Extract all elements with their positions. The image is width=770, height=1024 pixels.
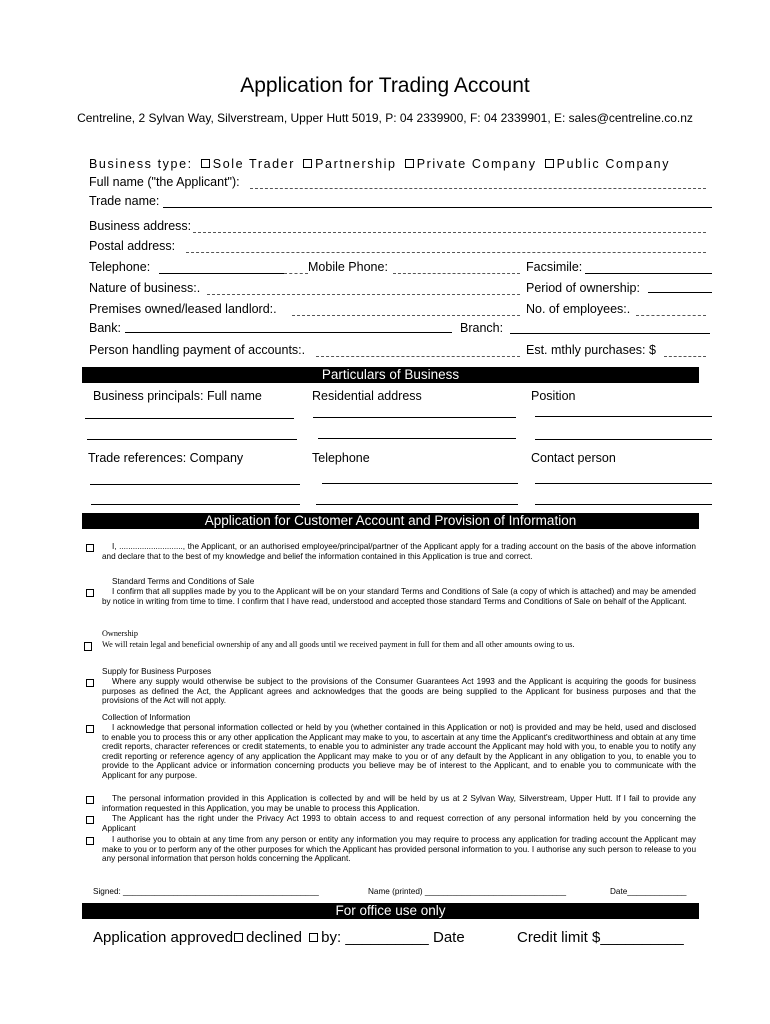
principal-position-line-1[interactable] — [535, 416, 712, 417]
checkbox-approved[interactable] — [234, 933, 243, 942]
office-approval-row — [93, 929, 429, 946]
business-address-field[interactable] — [193, 232, 706, 233]
checkbox-sole-trader[interactable] — [201, 159, 210, 168]
nature-of-business-label: Nature of business:. — [89, 281, 201, 295]
approved-by-field[interactable]: by: __________ — [321, 929, 429, 946]
period-of-ownership-field[interactable] — [648, 292, 712, 293]
no-of-employees-field[interactable] — [636, 315, 706, 316]
checkbox-clause-4[interactable] — [86, 679, 94, 687]
credit-limit-field[interactable]: Credit limit $__________ — [517, 929, 684, 946]
checkbox-clause-1[interactable] — [86, 544, 94, 552]
period-of-ownership-label: Period of ownership: — [526, 281, 640, 295]
reference-telephone-line-1[interactable] — [322, 483, 518, 484]
clause-authorisation: I authorise you to obtain at any time from any person or entity any information you may require to process any application for trading account the Applicant may make to you or to perform any of the other purposes for which the Applicant has provided personal information to you. I authorise any such person to release to you any personal information that person holds concerning the Applicant. — [102, 835, 696, 864]
clause-collection: I acknowledge that personal information collected or held by you (whether contained in this Application or not) is provided and may be held, used and disclosed to enable you to process this or any other application the Applicant may make to you, to ascertain at any time the Applicant's creditworthiness and obtain at any time credit reports, character references or credit statements, to enable you to administer any trade account the Applicant may hold with you, to enable you to notify any credit reporting or reference agency of any application the Applicant may make to you or of any default by the Applicant in any obligation to you, to enable you to provide to the Applicant advice or information concerning products you believe may be of interest to the Applicant, and to enable you to communicate with the Applicant for any purpose. — [102, 723, 696, 780]
full-name-field[interactable] — [250, 188, 706, 189]
postal-address-label: Postal address: — [89, 239, 176, 253]
premises-field[interactable] — [292, 315, 520, 316]
checkbox-clause-5[interactable] — [86, 725, 94, 733]
signed-field[interactable]: Signed: ___________________________________________ — [93, 887, 319, 896]
no-of-employees-label: No. of employees:. — [526, 302, 631, 316]
position-header: Position — [531, 389, 576, 403]
office-date-label[interactable]: Date — [433, 929, 465, 946]
name-printed-field[interactable]: Name (printed) _______________________________ — [368, 887, 567, 896]
branch-field[interactable] — [510, 333, 710, 334]
standard-terms-heading: Standard Terms and Conditions of Sale — [112, 577, 255, 586]
person-handling-label: Person handling payment of accounts:. — [89, 343, 306, 357]
option-sole-trader: Sole Trader — [212, 157, 295, 171]
section-header-office: For office use only — [82, 903, 699, 919]
declined-label: declined — [246, 929, 302, 946]
nature-of-business-field[interactable] — [207, 294, 520, 295]
branch-label: Branch: — [460, 321, 504, 335]
checkbox-partnership[interactable] — [303, 159, 312, 168]
reference-contact-line-1[interactable] — [535, 483, 712, 484]
premises-label: Premises owned/leased landlord:. — [89, 302, 277, 316]
ownership-heading: Ownership — [102, 629, 138, 638]
trade-telephone-header: Telephone — [312, 451, 370, 465]
principal-name-line-2[interactable] — [87, 439, 297, 440]
principal-address-line-1[interactable] — [313, 417, 516, 418]
supply-heading: Supply for Business Purposes — [102, 667, 212, 676]
checkbox-clause-3[interactable] — [84, 642, 92, 651]
checkbox-clause-6[interactable] — [86, 796, 94, 804]
full-name-label: Full name ("the Applicant"): — [89, 175, 240, 189]
option-partnership: Partnership — [315, 157, 397, 171]
trade-name-label: Trade name: — [89, 194, 160, 208]
est-purchases-label: Est. mthly purchases: $ — [526, 343, 656, 357]
principal-position-line-2[interactable] — [535, 439, 712, 440]
trade-name-field[interactable] — [163, 207, 712, 208]
section-header-application: Application for Customer Account and Provision of Information — [82, 513, 699, 529]
facsimile-field[interactable] — [585, 273, 712, 274]
date-field[interactable]: Date_____________ — [610, 887, 687, 896]
clause-info-held: The personal information provided in this Application is collected by and will be held by us at 2 Sylvan Way, Silverstream, Upper Hutt. If I fail to provide any information requested in this Application, you may be unable to process this Application. — [102, 794, 696, 813]
bank-label: Bank: — [89, 321, 121, 335]
principal-name-line-1[interactable] — [85, 418, 294, 419]
clause-privacy-act: The Applicant has the right under the Privacy Act 1993 to obtain access to and request correction of any personal information held by you concerning the Applicant — [102, 814, 696, 833]
principals-name-header: Business principals: Full name — [93, 389, 262, 403]
form-title: Application for Trading Account — [240, 74, 530, 97]
contact-person-header: Contact person — [531, 451, 616, 465]
reference-contact-line-2[interactable] — [535, 504, 712, 505]
postal-address-field[interactable] — [186, 252, 706, 253]
est-purchases-field[interactable] — [664, 356, 706, 357]
clause-ownership: We will retain legal and beneficial ownership of any and all goods until we received payment in full for them and all other amounts owing to us. — [102, 640, 575, 649]
business-address-label: Business address: — [89, 219, 192, 233]
person-handling-field[interactable] — [316, 356, 520, 357]
checkbox-clause-7[interactable] — [86, 816, 94, 824]
trade-references-header: Trade references: Company — [88, 451, 244, 465]
option-private-company: Private Company — [416, 157, 537, 171]
reference-telephone-line-2[interactable] — [316, 504, 518, 505]
approved-label: Application approved — [93, 929, 234, 946]
facsimile-label: Facsimile: — [526, 260, 583, 274]
principal-address-line-2[interactable] — [318, 438, 516, 439]
contact-line: Centreline, 2 Sylvan Way, Silverstream, Upper Hutt 5019, P: 04 2339900, F: 04 2339901, E: sales@centreline.co.nz — [77, 111, 693, 125]
reference-company-line-2[interactable] — [91, 504, 300, 505]
telephone-label: Telephone: — [89, 260, 151, 274]
clause-supply-business: Where any supply would otherwise be subject to the provisions of the Consumer Guarantees Act 1993 and the Applicant is acquiring the goods for business purposes as defined the Act, the Applicant agrees and acknowledges that the goods are being supplied to the Applicant for business purposes and that the provisions of the Act will not apply. — [102, 677, 696, 706]
collection-heading: Collection of Information — [102, 713, 191, 722]
business-type-label: Business type: — [89, 157, 193, 171]
checkbox-private-company[interactable] — [405, 159, 414, 168]
checkbox-clause-8[interactable] — [86, 837, 94, 845]
telephone-field[interactable] — [159, 273, 284, 274]
section-header-particulars: Particulars of Business — [82, 367, 699, 383]
clause-standard-terms: I confirm that all supplies made by you to the Applicant will be on your standard Terms and Conditions of Sale (a copy of which is attached) and may be amended by notice in writing from time to time. I confirm that I have read, understood and accepted those standard Terms and Conditions of Sale on behalf of the Applicant. — [102, 587, 696, 606]
checkbox-public-company[interactable] — [545, 159, 554, 168]
business-type-row — [89, 157, 670, 171]
checkbox-clause-2[interactable] — [86, 589, 94, 597]
mobile-phone-label: Mobile Phone: — [308, 260, 388, 274]
option-public-company: Public Company — [556, 157, 671, 171]
telephone-field-tail — [284, 273, 308, 274]
reference-company-line-1[interactable] — [90, 484, 300, 485]
checkbox-declined[interactable] — [309, 933, 318, 942]
bank-field[interactable] — [125, 332, 452, 333]
mobile-phone-field[interactable] — [393, 273, 520, 274]
residential-address-header: Residential address — [312, 389, 422, 403]
clause-applicant-declaration: I, ............................, the Applicant, or an authorised employee/principal/partner of the Applicant apply for a trading account on the basis of the above information and declare that to the best of my knowledge and belief the information contained in this Application is true and correct. — [102, 542, 696, 561]
